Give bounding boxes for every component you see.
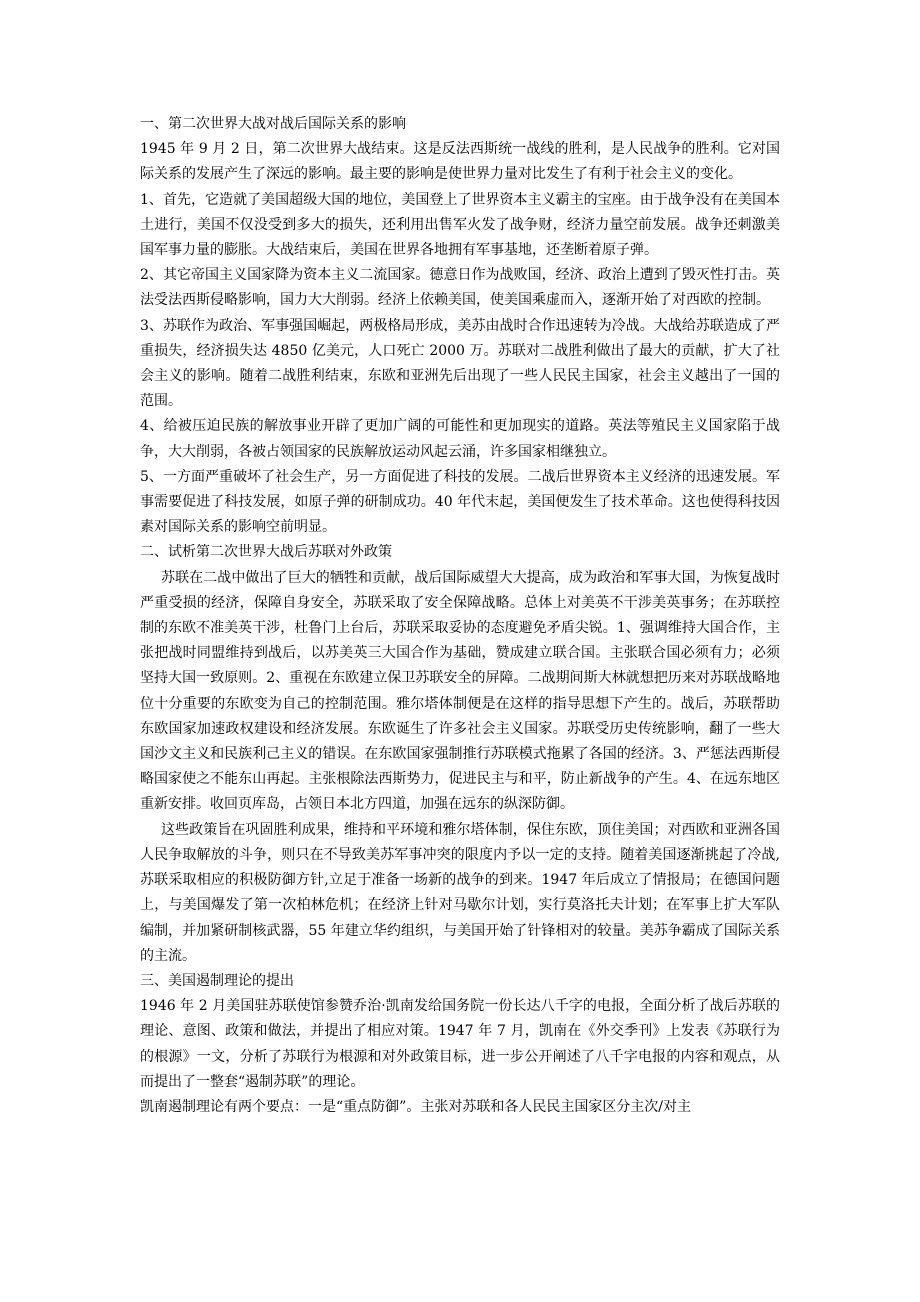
section-1-paragraph: 2、其它帝国主义国家降为资本主义二流国家。德意日作为战败国，经济、政治上遭到了毁灭性打击。英法受法西斯侵略影响，国力大大削弱。经济上依赖美国，使美国乘虚而入，逐渐开始了对西欧的控制。 <box>140 267 780 309</box>
section-1-paragraph: 1945 年 9 月 2 日，第二次世界大战结束。这是反法西斯统一战线的胜利，是人民战争的胜利。它对国际关系的发展产生了深远的影响。最主要的影响是使世界力量对比发生了有利于社会主义的变化。 <box>140 141 780 183</box>
section-1-paragraph: 5、一方面严重破坏了社会生产，另一方面促进了科技的发展。二战后世界资本主义经济的迅速发展。军事需要促进了科技发展，如原子弹的研制成功。40 年代末起，美国便发生了技术革命。这也使得科技因素对国际关系的影响空前明显。 <box>140 468 780 536</box>
section-2-heading: 二、试析第二次世界大战后苏联对外政策 <box>140 544 392 561</box>
section-1-heading: 一、第二次世界大战对战后国际关系的影响 <box>140 116 406 132</box>
section-1-paragraph: 4、给被压迫民族的解放事业开辟了更加广阔的可能性和更加现实的道路。英法等殖民主义国家陷于战争，大大削弱，各被占领国家的民族解放运动风起云涌，许多国家相继独立。 <box>140 418 780 460</box>
section-2-paragraph: 这些政策旨在巩固胜利成果，维持和平环境和雅尔塔体制，保住东欧，顶住美国；对西欧和亚洲各国人民争取解放的斗争，则只在不导致美苏军事冲突的限度内予以一定的支持。随着美国逐渐挑起了冷战,苏联采取相应的积极防御方针,立足于准备一场新的战争的到来。1947 年后成立了情报局；在德国问题上，与美国爆发了第一次柏林危机；在经济上针对马歇尔计划，实行莫洛托夫计划；在军事上扩大军队编制，并加紧研制核武器，55 年建立华约组织，与美国开始了针锋相对的较量。美苏争霸成了国际关系的主流。 <box>140 821 780 964</box>
section-1-paragraph: 1、首先，它造就了美国超级大国的地位，美国登上了世界资本主义霸主的宝座。由于战争没有在美国本土进行，美国不仅没受到多大的损失，还利用出售军火发了战争财，经济力量空前发展。战争还刺激美国军事力量的膨胀。大战结束后，美国在世界各地拥有军事基地，还垄断着原子弹。 <box>140 191 780 259</box>
section-3-paragraph: 1946 年 2 月美国驻苏联使馆参赞乔治·凯南发给国务院一份长达八千字的电报，全面分析了战后苏联的理论、意图、政策和做法，并提出了相应对策。1947 年 7 月，凯南在《外交季刊》上发表《苏联行为的根源》一文，分析了苏联行为根源和对外政策目标，进一步公开阐述了八千字电报的内容和观点，从而提出了一整套“遏制苏联”的理论。 <box>140 998 780 1090</box>
section-3-paragraph: 凯南遏制理论有两个要点：一是“重点防御”。主张对苏联和各人民民主国家区分主次/对主 <box>140 1098 692 1115</box>
section-3-heading: 三、美国遏制理论的提出 <box>140 972 294 989</box>
document-page <box>140 112 780 1120</box>
section-1-paragraph: 3、苏联作为政治、军事强国崛起，两极格局形成，美苏由战时合作迅速转为冷战。大战给苏联造成了严重损失，经济损失达 4850 亿美元，人口死亡 2000 万。苏联对二战胜利做出了最大的贡献，扩大了社会主义的影响。随着二战胜利结束，东欧和亚洲先后出现了一些人民民主国家，社会主义越出了一国的范围。 <box>140 317 780 410</box>
section-2-paragraph: 苏联在二战中做出了巨大的牺牲和贡献，战后国际威望大大提高，成为政治和军事大国，为恢复战时严重受损的经济，保障自身安全，苏联采取了安全保障战略。总体上对美英不干涉美英事务；在苏联控制的东欧不准美英干涉，杜鲁门上台后，苏联采取妥协的态度避免矛盾尖锐。1、强调维持大国合作，主张把战时同盟维持到战后，以苏美英三大国合作为基础，赞成建立联合国。主张联合国必须有力；必须坚持大国一致原则。2、重视在东欧建立保卫苏联安全的屏障。二战期间斯大林就想把历来对苏联战略地位十分重要的东欧变为自己的控制范围。雅尔塔体制便是在这样的指导思想下产生的。战后，苏联帮助东欧国家加速政权建设和经济发展。东欧诞生了许多社会主义国家。苏联受历史传统影响，翻了一些大国沙文主义和民族利己主义的错误。在东欧国家强制推行苏联模式拖累了各国的经济。3、严惩法西斯侵略国家使之不能东山再起。主张根除法西斯势力，促进民主与和平，防止新战争的产生。4、在远东地区重新安排。收回页库岛，占领日本北方四道，加强在远东的纵深防御。 <box>140 569 780 813</box>
